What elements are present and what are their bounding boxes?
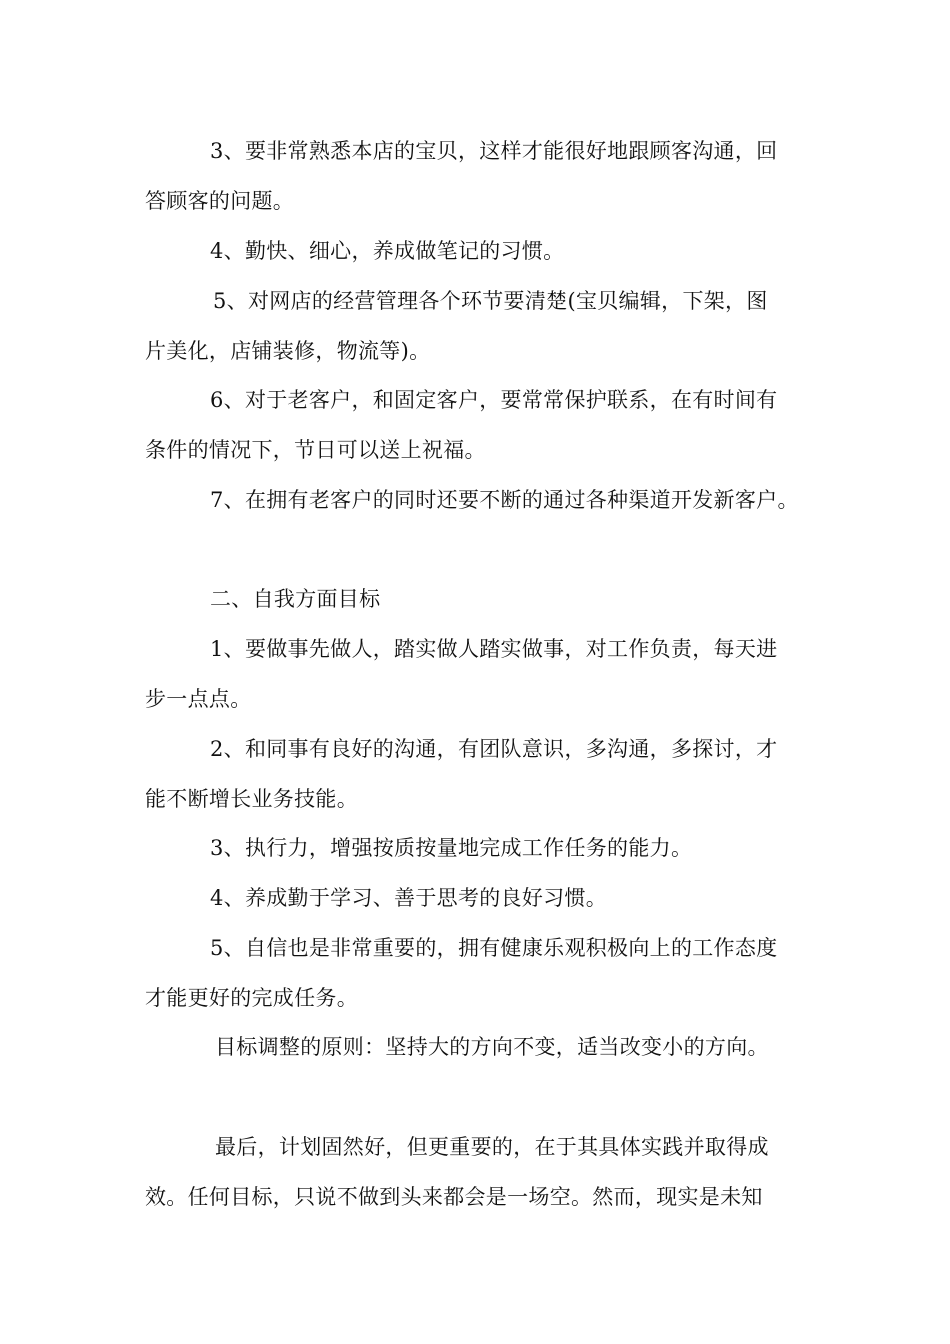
- text-line: 答顾客的问题。: [145, 189, 295, 213]
- text-line: 2、和同事有良好的沟通，有团队意识，多沟通，多探讨，才: [210, 737, 778, 761]
- text-line: 片美化，店铺装修，物流等)。: [145, 339, 431, 363]
- text-line: 1、要做事先做人，踏实做人踏实做事，对工作负责，每天进: [210, 637, 778, 661]
- text-line: 最后，计划固然好，但更重要的，在于其具体实践并取得成: [215, 1135, 769, 1159]
- section-heading: 二、自我方面目标: [210, 587, 381, 611]
- text-line: 步一点点。: [145, 687, 252, 711]
- text-line: 4、养成勤于学习、善于思考的良好习惯。: [210, 886, 608, 910]
- text-line: 5、自信也是非常重要的，拥有健康乐观积极向上的工作态度: [210, 936, 778, 960]
- text-line: 4、勤快、细心，养成做笔记的习惯。: [210, 239, 565, 263]
- text-line: 条件的情况下，节日可以送上祝福。: [145, 438, 486, 462]
- text-line: 6、对于老客户，和固定客户，要常常保护联系，在有时间有: [210, 388, 778, 412]
- text-line: 7、在拥有老客户的同时还要不断的通过各种渠道开发新客户。: [210, 488, 799, 512]
- text-line: 3、执行力，增强按质按量地完成工作任务的能力。: [210, 836, 693, 860]
- text-line: 3、要非常熟悉本店的宝贝，这样才能很好地跟顾客沟通，回: [210, 139, 778, 163]
- text-line: 才能更好的完成任务。: [145, 986, 358, 1010]
- text-line: 5、对网店的经营管理各个环节要清楚(宝贝编辑，下架，图: [213, 289, 768, 313]
- text-line: 目标调整的原则：坚持大的方向不变，适当改变小的方向。: [215, 1035, 769, 1059]
- text-line: 能不断增长业务技能。: [145, 787, 358, 811]
- text-line: 效。任何目标，只说不做到头来都会是一场空。然而，现实是未知: [145, 1185, 763, 1209]
